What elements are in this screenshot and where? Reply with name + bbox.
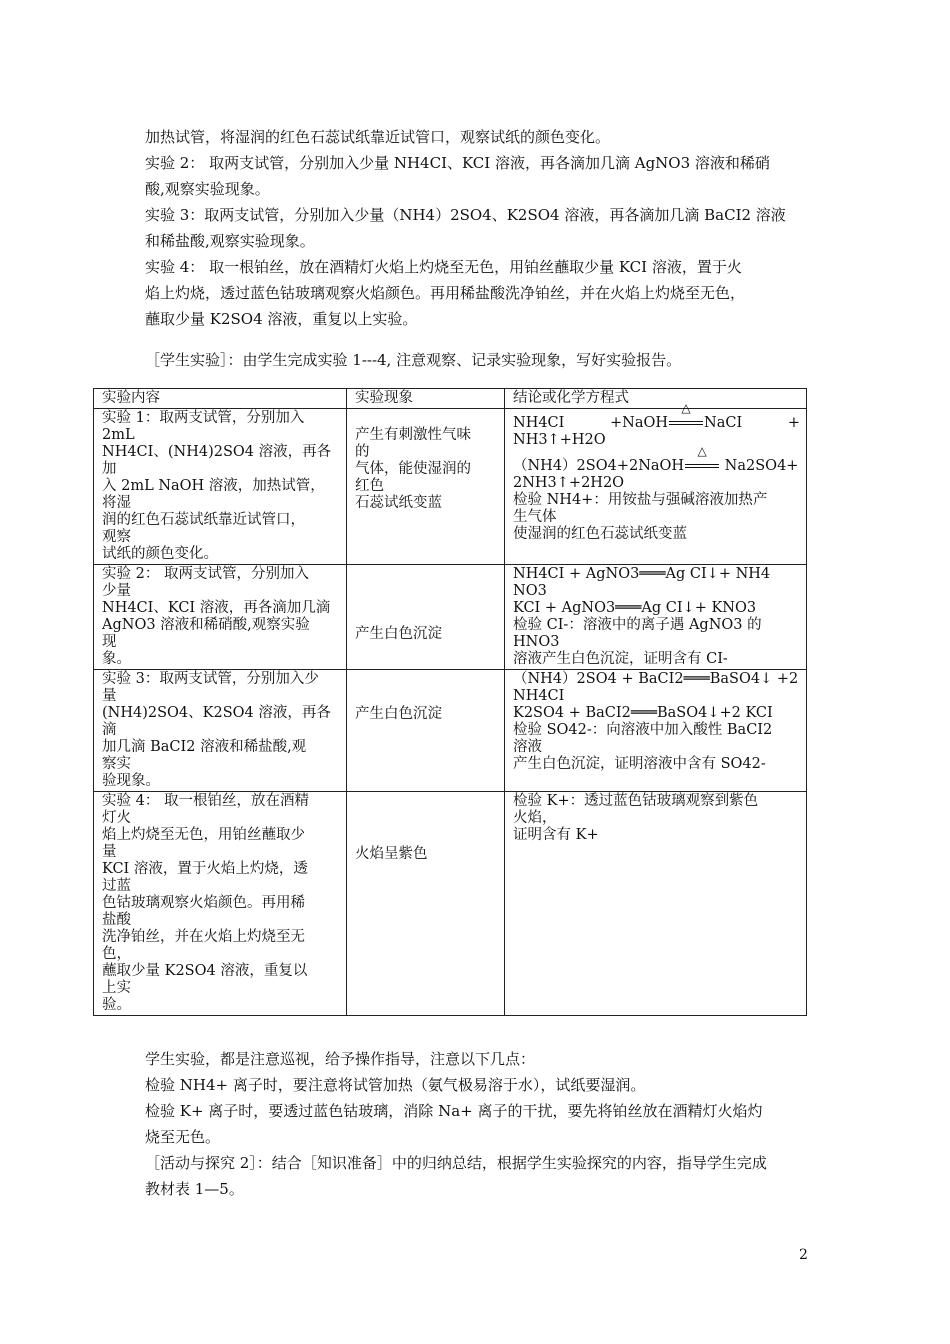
cell-line: 象。 (102, 651, 131, 667)
experiment-3-text: 和稀盐酸,观察实验现象。 (145, 232, 315, 250)
cell-line: 色钴玻璃观察火焰颜色。再用稀 (102, 895, 305, 911)
equation-1 (513, 401, 800, 432)
header-phenomenon: 实验现象 (347, 389, 505, 409)
cell-line: 红色 (355, 478, 384, 494)
row2-phenomenon (347, 565, 505, 670)
row1-phenomenon (347, 409, 505, 565)
cell-line: K2SO4 + BaCI2═══BaSO4↓+2 KCI (513, 705, 773, 721)
cell-line: 量 (102, 688, 117, 704)
cell-line: NH4CI、KCI 溶液，再各滴加几滴 (102, 600, 331, 616)
cell-line: 盐酸 (102, 912, 131, 928)
cell-line: 检验 SO42-：向溶液中加入酸性 BaCI2 (513, 722, 773, 738)
cell-line: 滴 (102, 722, 117, 738)
cell-line: 产生有刺激性气味 (355, 427, 471, 443)
cell-line: 试纸的颜色变化。 (102, 546, 218, 562)
cell-line: 润的红色石蕊试纸靠近试管口， (102, 512, 305, 528)
heat-triangle-icon: △ (681, 401, 691, 415)
notes-line: 检验 NH4+ 离子时，要注意将试管加热（氨气极易溶于水），试纸要湿润。 (145, 1076, 646, 1094)
notes-paragraph (145, 1046, 807, 1202)
cell-line: 证明含有 K+ (513, 827, 599, 843)
equation-line: NH3↑+H2O (513, 432, 606, 448)
cell-line: 验。 (102, 997, 131, 1013)
row1-content (94, 409, 347, 565)
cell-line: 气体，能使湿润的 (355, 461, 471, 477)
cell-line: 洗净铂丝，并在火焰上灼烧至无 (102, 929, 305, 945)
cell-line: 实验 2： 取两支试管，分别加入 (102, 566, 309, 582)
equals-sign (669, 421, 703, 425)
cell-line: 加几滴 BaCI2 溶液和稀盐酸,观 (102, 739, 307, 755)
equation-term: Na2SO4+ (720, 458, 799, 474)
heat-triangle-icon: △ (697, 444, 707, 458)
intro-paragraph (145, 124, 807, 332)
equation-term: （NH4）2SO4+2NaOH (513, 458, 685, 474)
cell-line: 量 (102, 844, 117, 860)
cell-line: 察实 (102, 756, 131, 772)
notes-line: 烧至无色。 (145, 1128, 221, 1146)
cell-line: 火焰呈紫色 (355, 846, 428, 862)
row4-content (94, 792, 347, 1016)
heat-condition (684, 444, 720, 475)
equation-2 (513, 444, 800, 475)
row3-phenomenon (347, 670, 505, 792)
cell-line: NO3 (513, 583, 547, 599)
cell-line: 焰上灼烧至无色，用铂丝蘸取少 (102, 827, 305, 843)
cell-line: 2mL (102, 427, 135, 443)
experiment-4-text: 蘸取少量 K2SO4 溶液，重复以上实验。 (145, 310, 418, 328)
equation-line: 2NH3↑+2H2O (513, 475, 625, 491)
cell-line: （NH4）2SO4 + BaCI2═══BaSO4↓ +2 (513, 671, 799, 687)
cell-line: NH4CI (513, 688, 565, 704)
row4-phenomenon (347, 792, 505, 1016)
cell-line: 上实 (102, 980, 131, 996)
experiment-table (93, 388, 807, 1016)
cell-line: 色， (102, 946, 131, 962)
cell-line: 实验 1：取两支试管，分别加入 (102, 410, 305, 426)
cell-line: 蘸取少量 K2SO4 溶液，重复以 (102, 963, 308, 979)
header-conclusion: 结论或化学方程式 (505, 389, 807, 409)
experiment-2-text: 酸,观察实验现象。 (145, 180, 270, 198)
activity-line: ［活动与探究 2］：结合［知识准备］中的归纳总结，根据学生实验探究的内容，指导学生完成 (145, 1154, 767, 1172)
cell-line: 溶液产生白色沉淀，证明含有 CI- (513, 651, 728, 667)
cell-line: NH4CI + AgNO3═══Ag CI↓+ NH4 (513, 566, 771, 582)
notes-line: 检验 K+ 离子时，要透过蓝色钴玻璃，消除 Na+ 离子的干扰，要先将铂丝放在酒精灯火焰灼 (145, 1102, 763, 1120)
cell-line: 观察 (102, 529, 131, 545)
cell-line: 火焰， (513, 810, 557, 826)
cell-line: 石蕊试纸变蓝 (355, 495, 442, 511)
cell-line: 检验 K+：透过蓝色钴玻璃观察到紫色 (513, 793, 759, 809)
cell-line: 将湿 (102, 495, 131, 511)
equation-term: NaCI (704, 415, 743, 431)
cell-line: (NH4)2SO4、K2SO4 溶液，再各 (102, 705, 331, 721)
cell-line: 加 (102, 461, 117, 477)
table-row (94, 409, 807, 565)
student-experiment-heading: ［学生实验］：由学生完成实验 1---4, 注意观察、记录实验现象，写好实验报告。 (145, 351, 682, 369)
cell-line: AgNO3 溶液和稀硝酸,观察实验 (102, 617, 310, 633)
equals-sign (685, 464, 719, 468)
cell-line: 溶液 (513, 739, 542, 755)
cell-line: 实验 3：取两支试管，分别加入少 (102, 671, 319, 687)
cell-line: 使湿润的红色石蕊试纸变蓝 (513, 526, 687, 542)
intro-line: 加热试管，将湿润的红色石蕊试纸靠近试管口，观察试纸的颜色变化。 (145, 128, 611, 146)
experiment-3-text: 实验 3：取两支试管，分别加入少量（NH4）2SO4、K2SO4 溶液，再各滴加几滴 BaCI2 溶液 (145, 206, 786, 224)
row2-content (94, 565, 347, 670)
experiment-4-text: 实验 4： 取一根铂丝，放在酒精灯火焰上灼烧至无色，用铂丝蘸取少量 KCI 溶液，置于火 (145, 258, 742, 276)
table-row (94, 670, 807, 792)
experiment-4-text: 焰上灼烧，透过蓝色钴玻璃观察火焰颜色。再用稀盐酸洗净铂丝，并在火焰上灼烧至无色， (145, 284, 746, 302)
equation-middle (610, 401, 743, 432)
cell-line: 灯火 (102, 810, 131, 826)
cell-line: 产生白色沉淀 (355, 626, 442, 642)
cell-line: 少量 (102, 583, 131, 599)
cell-line: 产生白色沉淀，证明溶液中含有 SO42- (513, 756, 766, 772)
equation-term: NH4CI (513, 415, 565, 431)
experiment-2-text: 实验 2： 取两支试管，分别加入少量 NH4CI、KCI 溶液，再各滴加几滴 AgNO3 溶液和稀硝 (145, 154, 770, 172)
cell-line: 入 2mL NaOH 溶液，加热试管， (102, 478, 325, 494)
cell-line: 过蓝 (102, 878, 131, 894)
cell-line: KCI + AgNO3═══Ag CI↓+ KNO3 (513, 600, 757, 616)
row1-conclusion (505, 401, 807, 565)
cell-line: 验现象。 (102, 773, 160, 789)
row3-conclusion (505, 670, 807, 792)
row3-content (94, 670, 347, 792)
header-content: 实验内容 (94, 389, 347, 409)
activity-line: 教材表 1—5。 (145, 1180, 244, 1198)
table-row (94, 565, 807, 670)
cell-line: 现 (102, 634, 117, 650)
cell-line: KCI 溶液，置于火焰上灼烧，透 (102, 861, 308, 877)
cell-line: 的 (355, 444, 370, 460)
equation-term: + (787, 415, 800, 431)
notes-line: 学生实验，都是注意巡视，给予操作指导，注意以下几点： (145, 1050, 536, 1068)
row4-conclusion (505, 792, 807, 1016)
table-row (94, 792, 807, 1016)
equation-term: +NaOH (610, 415, 669, 431)
cell-line: 检验 CI-：溶液中的离子遇 AgNO3 的 (513, 617, 762, 633)
row2-conclusion (505, 565, 807, 670)
cell-line: NH4CI、(NH4)2SO4 溶液，再各 (102, 444, 332, 460)
cell-line: 实验 4： 取一根铂丝，放在酒精 (102, 793, 309, 809)
page-number: 2 (799, 1247, 808, 1263)
cell-line: HNO3 (513, 634, 560, 650)
cell-line: 生气体 (513, 509, 557, 525)
table-header-row (94, 389, 807, 409)
cell-line: 检验 NH4+：用铵盐与强碱溶液加热产 (513, 492, 768, 508)
cell-line: 产生白色沉淀 (355, 706, 442, 722)
heat-condition (668, 401, 704, 432)
